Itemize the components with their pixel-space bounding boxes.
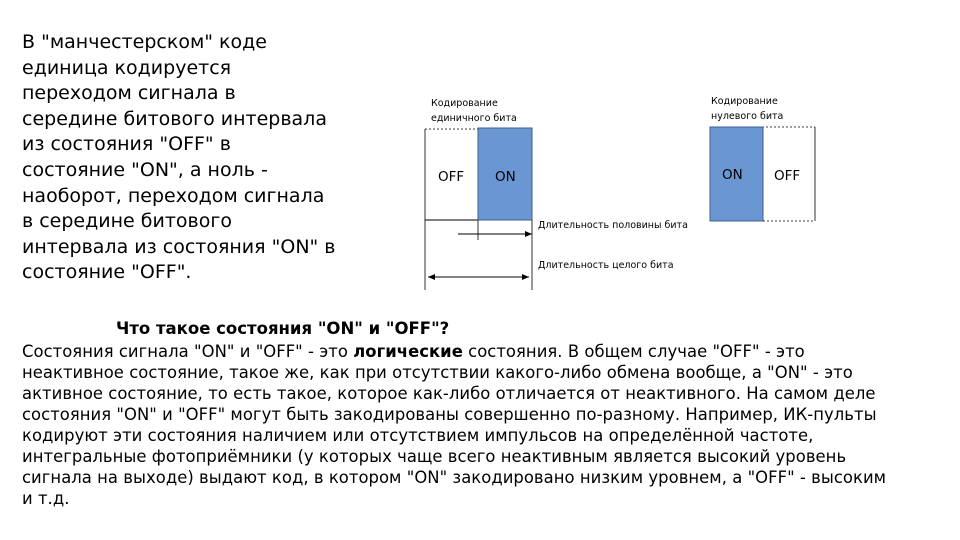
- answer-paragraph: [22, 341, 902, 509]
- one-on-label: ON: [495, 169, 516, 185]
- answer-bold-word: логические: [353, 342, 463, 361]
- caption-zero-line2: нулевого бита: [711, 111, 784, 122]
- half-bit-label: Длительность половины бита: [538, 220, 688, 231]
- question-heading: Что такое состояния "ON" и "OFF"?: [116, 319, 450, 338]
- answer-text-start: Состояния сигнала "ON" и "OFF" - это: [22, 342, 354, 361]
- answer-text-rest: состояния. В общем случае "OFF" - это неактивное состояние, такое же, как при отсутствии какого-либо обмена вообще, а "ON" - это активное состояние, то есть такое, которое как-либо отличается от неактивного. На самом деле состояния "ON" и "OFF" могут быть закодированы совершенно по-разному. Например, ИК-пульты кодируют эти состояния наличием или отсутствием импульсов на определённой частоте, интегральные фотоприёмники (у которых чаще всего неактивным является высокий уровень сигнала на выходе) выдают код, в котором "ON" закодировано низким уровнем, а "OFF" - высоким и т.д.: [22, 342, 887, 508]
- zero-on-label: ON: [722, 167, 743, 183]
- zero-off-label: OFF: [774, 168, 801, 184]
- caption-one-line1: Кодирование: [431, 98, 498, 109]
- one-off-label: OFF: [438, 169, 465, 185]
- caption-zero-line1: Кодирование: [711, 96, 778, 107]
- full-bit-label: Длительность целого бита: [538, 260, 674, 271]
- intro-paragraph: В "манчестерском" коде единица кодируется переходом сигнала в середине битового интервала из состояния "OFF" в состояние "ON", а ноль - наоборот, переходом сигнала в середине битового интервала из состояния "ON" в состояние "OFF".: [22, 31, 336, 284]
- caption-one-line2: единичного бита: [431, 113, 517, 124]
